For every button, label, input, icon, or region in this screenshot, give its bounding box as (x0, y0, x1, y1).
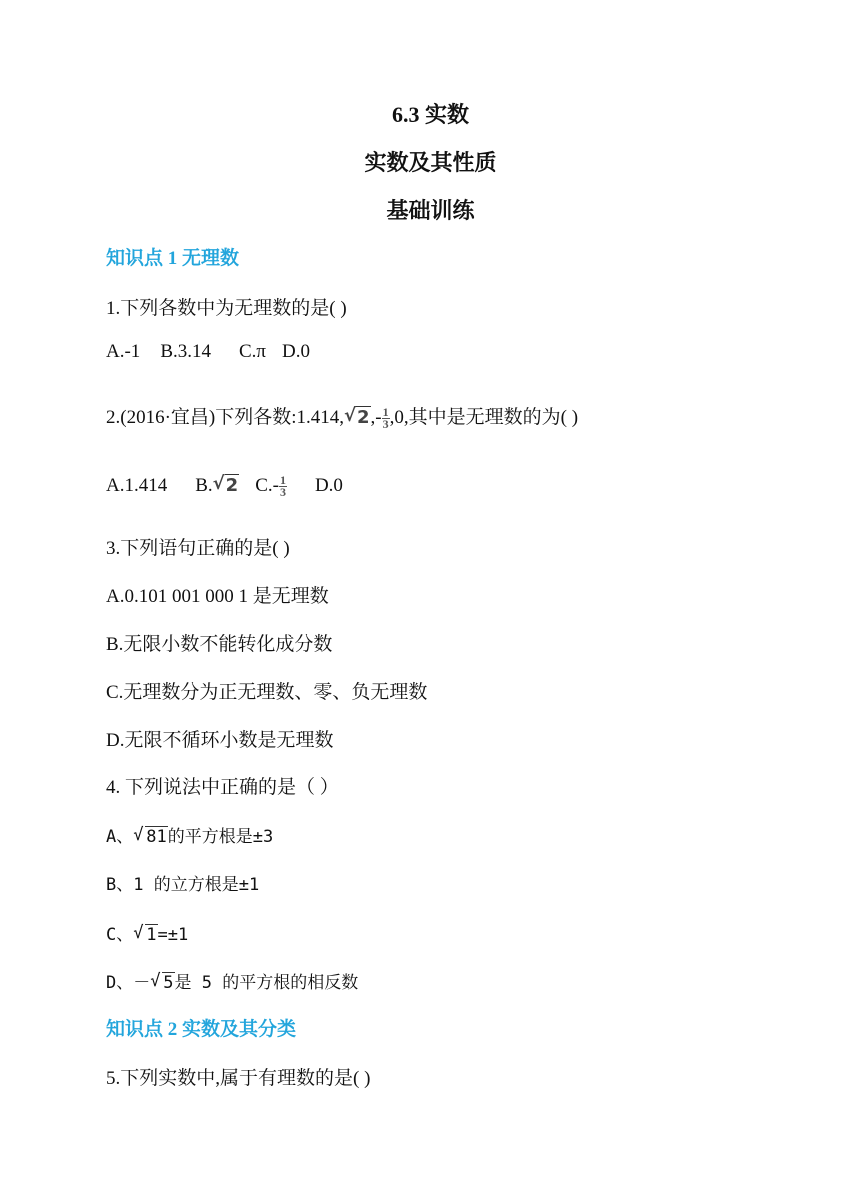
q1-option-c: C.π (239, 341, 267, 362)
q2-option-b: B. √ 2 (195, 473, 239, 496)
knowledge-point-1-label: 知识点 1 无理数 (106, 248, 240, 269)
q1-option-a: A.-1 (106, 341, 141, 362)
q3-option-a: A.0.101 001 000 1 是无理数 (106, 586, 329, 607)
page-title: 6.3 实数 (391, 102, 469, 127)
q1-option-b: B.3.14 (160, 341, 211, 362)
q2-option-a: A.1.414 (106, 475, 168, 496)
q3-option-d: D.无限不循环小数是无理数 (106, 730, 334, 751)
q3-option-c: C.无理数分为正无理数、零、负无理数 (106, 682, 428, 703)
sqrt-1-formula: √ 1 (133, 923, 157, 945)
q2-stem-prefix: 2.(2016·宜昌)下列各数:1.414, (106, 407, 345, 428)
question-1-stem: 1.下列各数中为无理数的是( ) (106, 298, 347, 319)
q4-option-c: C、 √ 1=±1 (106, 923, 189, 945)
q4-option-d: D、－ √ 5是 5 的平方根的相反数 (106, 971, 359, 993)
fraction-one-third: $\frac{1}{3}$ (382, 405, 389, 432)
question-2-stem (106, 402, 578, 430)
q4-option-b: B、1 的立方根是±1 (106, 875, 260, 895)
q2-option-c: C.- $\frac{1}{3}$ (255, 473, 286, 500)
question-1-options (106, 341, 310, 363)
knowledge-point-2-label: 知识点 2 实数及其分类 (106, 1019, 297, 1040)
q2-option-d: D.0 (314, 475, 343, 496)
page-subtitle: 实数及其性质 (364, 150, 497, 175)
q4-option-a: A、 √ 81的平方根是±3 (106, 825, 274, 847)
question-2-options (106, 475, 343, 498)
sqrt-2-formula: √ 2 (344, 405, 370, 428)
q2-separator: ,- (370, 407, 382, 428)
fraction-one-third: $\frac{1}{3}$ (279, 473, 286, 500)
q1-option-d: D.0 (282, 341, 310, 362)
sqrt-2-formula: √ 2 (212, 473, 239, 496)
question-3-stem: 3.下列语句正确的是( ) (106, 538, 290, 559)
sqrt-81-formula: √ 81 (133, 825, 167, 847)
question-4-stem: 4. 下列说法中正确的是（ ） (106, 777, 339, 798)
section-heading: 基础训练 (386, 198, 475, 223)
q3-option-b: B.无限小数不能转化成分数 (106, 634, 333, 655)
question-5-stem: 5.下列实数中,属于有理数的是( ) (106, 1068, 371, 1089)
sqrt-5-formula: √ 5 (150, 971, 174, 993)
q2-stem-suffix: ,0,其中是无理数的为( ) (389, 407, 579, 428)
